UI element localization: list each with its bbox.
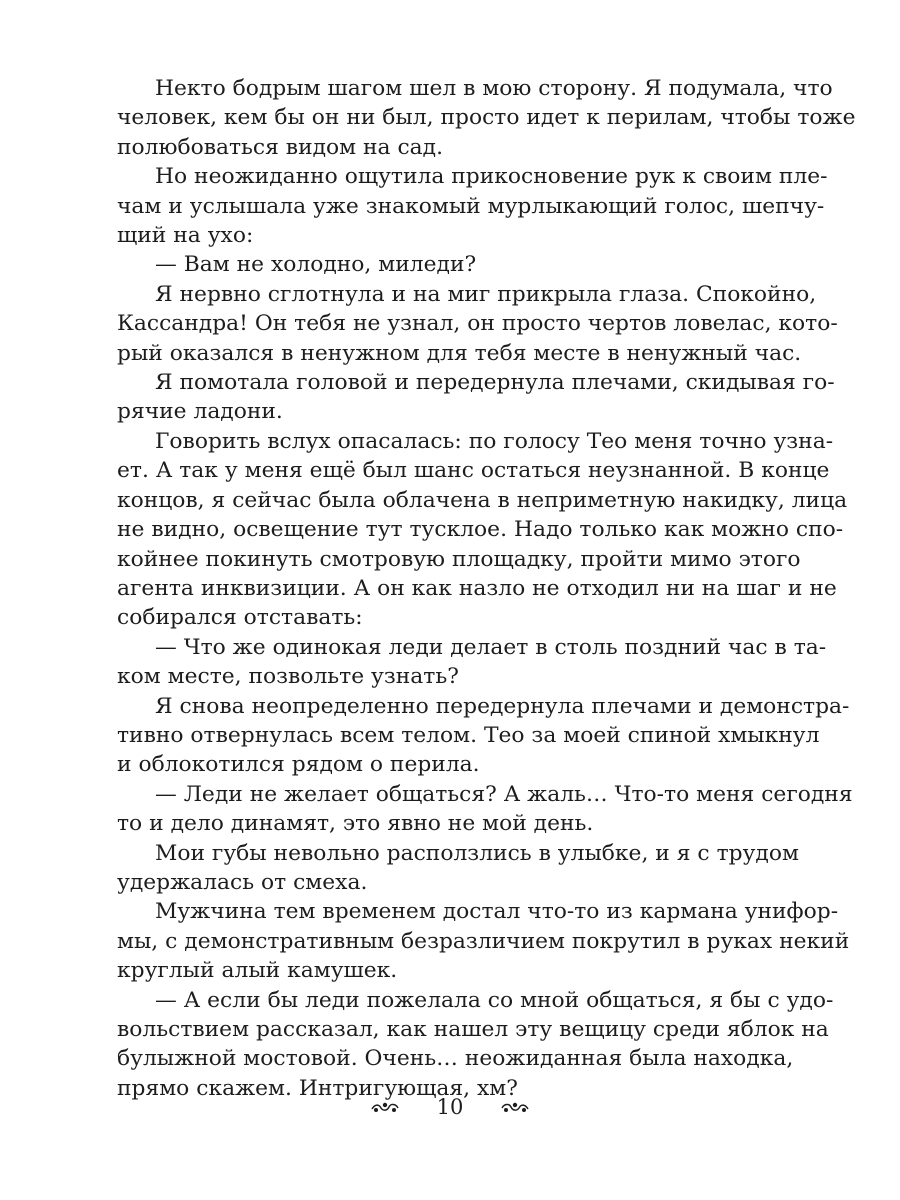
text-line: вольствием рассказал, как нашел эту вещицу среди яблок на bbox=[117, 1017, 829, 1042]
text-line: Кассандра! Он тебя не узнал, он просто чертов ловелас, кото- bbox=[117, 311, 838, 337]
paragraph-10 bbox=[117, 839, 799, 898]
text-line: мы, с демонстративным безразличием покрутил в руках некий bbox=[117, 928, 850, 954]
paragraph-6 bbox=[117, 427, 848, 633]
text-line: щий на ухо: bbox=[117, 223, 254, 249]
text-line: ет. А так у меня ещё был шанс остаться неузнанной. В конце bbox=[117, 458, 830, 484]
text-line: тивно отвернулась всем телом. Тео за моей спиной хмыкнул bbox=[117, 722, 820, 748]
text-line: собирался отставать: bbox=[117, 605, 363, 631]
text-line: круглый алый камушек. bbox=[117, 958, 398, 984]
text-line: не видно, освещение тут тусклое. Надо только как можно спо- bbox=[117, 517, 844, 543]
paragraph-11 bbox=[117, 897, 850, 985]
text-line: агента инквизиции. А он как назло не отходил ни на шаг и не bbox=[117, 575, 837, 601]
text-line: Мои губы невольно расползлись в улыбке, и я с трудом bbox=[155, 840, 799, 866]
floral-ornament-icon bbox=[370, 1100, 400, 1114]
text-line: ком месте, позвольте узнать? bbox=[117, 664, 459, 690]
text-line: Я нервно сглотнула и на миг прикрыла глаза. Спокойно, bbox=[155, 281, 817, 307]
text-line: — Что же одинокая леди делает в столь поздний час в та- bbox=[155, 634, 827, 660]
text-line: рый оказался в ненужном для тебя месте в ненужный час. bbox=[117, 340, 802, 366]
page-number: 10 bbox=[436, 1094, 464, 1119]
text-line: то и дело динамят, это явно не мой день. bbox=[117, 811, 594, 837]
floral-ornament-icon bbox=[500, 1100, 530, 1114]
text-line: рячие ладони. bbox=[117, 399, 283, 425]
text-line: концов, я сейчас была облачена в неприметную накидку, лица bbox=[117, 487, 848, 513]
paragraph-1 bbox=[117, 74, 856, 162]
text-line: койнее покинуть смотровую площадку, пройти мимо этого bbox=[117, 546, 801, 572]
paragraph-4 bbox=[117, 280, 838, 368]
text-line: удержалась от смеха. bbox=[117, 869, 368, 895]
text-line: человек, кем бы он ни был, просто идет к перилам, чтобы тоже bbox=[117, 105, 856, 131]
text-line: — Леди не желает общаться? А жаль… Что-то меня сегодня bbox=[155, 781, 853, 807]
text-line: чам и услышала уже знакомый мурлыкающий голос, шепчу- bbox=[117, 193, 825, 219]
text-line: Говорить вслух опасалась: по голосу Тео меня точно узна- bbox=[155, 428, 834, 454]
paragraph-2 bbox=[117, 162, 828, 250]
paragraph-5 bbox=[117, 368, 835, 427]
text-line: Я помотала головой и передернула плечами, скидывая го- bbox=[155, 370, 835, 396]
text-line: Некто бодрым шагом шел в мою сторону. Я подумала, что bbox=[155, 76, 833, 101]
text-line: прямо скажем. Интригующая, хм? bbox=[117, 1075, 518, 1101]
text-line: полюбоваться видом на сад. bbox=[117, 134, 444, 160]
book-page-text bbox=[117, 74, 856, 1103]
page-footer bbox=[0, 1091, 900, 1121]
paragraph-8 bbox=[117, 692, 850, 780]
text-line: — Вам не холодно, миледи? bbox=[155, 252, 477, 278]
text-line: — А если бы леди пожелала со мной общаться, я бы с удо- bbox=[155, 987, 834, 1013]
text-line: Я снова неопределенно передернула плечами и демонстра- bbox=[155, 693, 850, 719]
paragraph-9 bbox=[117, 780, 853, 839]
text-line: и облокотился рядом о перила. bbox=[117, 752, 480, 778]
paragraph-3 bbox=[117, 250, 777, 279]
paragraph-12 bbox=[117, 986, 834, 1104]
text-line: булыжной мостовой. Очень… неожиданная была находка, bbox=[117, 1046, 794, 1072]
text-line: Мужчина тем временем достал что-то из кармана унифор- bbox=[155, 899, 839, 925]
paragraph-7 bbox=[117, 633, 827, 692]
text-line: Но неожиданно ощутила прикосновение рук к своим пле- bbox=[155, 164, 828, 190]
